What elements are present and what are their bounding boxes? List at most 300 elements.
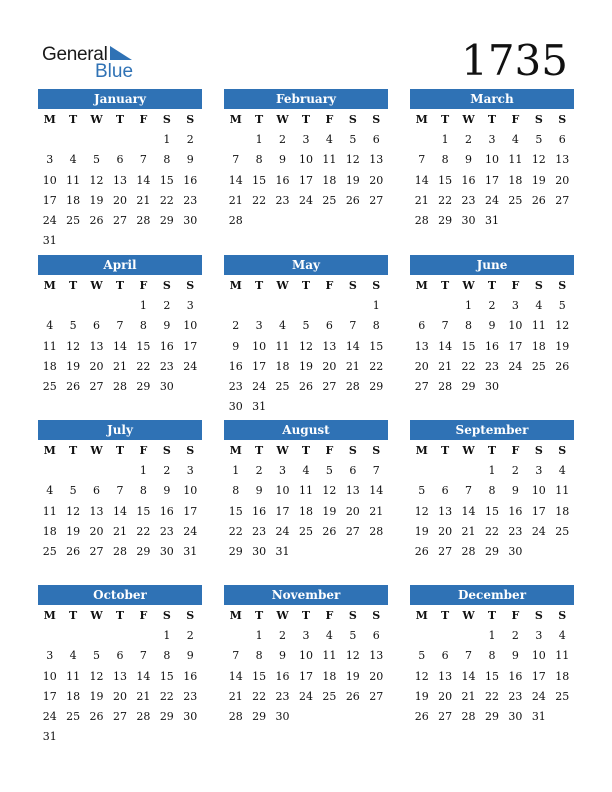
weekday-label: S: [534, 444, 543, 457]
day-cell: 28: [112, 544, 127, 558]
month-header: March: [410, 89, 574, 109]
day-cell: 19: [89, 193, 104, 207]
day-cell: 6: [349, 464, 357, 478]
empty-cell: [224, 296, 247, 316]
day-cell: 9: [488, 319, 496, 333]
weekday-label: S: [558, 444, 567, 457]
empty-cell: [108, 296, 131, 316]
day-cell: 13: [438, 669, 453, 683]
month-grid: [224, 110, 388, 231]
empty-cell: [38, 461, 61, 481]
weekday-label: T: [115, 279, 125, 292]
weekday-label: T: [255, 444, 264, 457]
weekday-label: T: [441, 609, 450, 622]
empty-cell: [433, 461, 456, 481]
day-cell: 4: [325, 629, 333, 643]
day-cell: 12: [555, 319, 570, 333]
day-cell: 2: [163, 299, 171, 313]
day-cell: 4: [325, 133, 333, 147]
weekday-label: M: [415, 444, 428, 457]
day-cell: 22: [484, 524, 499, 538]
day-cell: 6: [558, 133, 566, 147]
day-cell: 4: [69, 153, 77, 167]
day-cell: 27: [89, 544, 104, 558]
day-cell: 31: [531, 709, 546, 723]
day-cell: 8: [488, 484, 496, 498]
day-cell: 28: [345, 379, 360, 393]
day-cell: 29: [228, 544, 243, 558]
day-cell: 24: [183, 359, 198, 373]
day-cell: 24: [275, 524, 290, 538]
day-cell: 23: [183, 193, 198, 207]
weekday-label: S: [534, 113, 543, 126]
day-cell: 31: [183, 544, 198, 558]
day-cell: 27: [89, 379, 104, 393]
day-cell: 25: [508, 193, 523, 207]
day-cell: 8: [139, 484, 147, 498]
day-cell: 31: [42, 730, 57, 744]
day-cell: 24: [298, 193, 313, 207]
day-cell: 27: [112, 213, 127, 227]
day-cell: 5: [535, 133, 543, 147]
weekday-label: F: [139, 444, 148, 457]
day-cell: 1: [255, 629, 263, 643]
day-cell: 25: [42, 544, 57, 558]
month-grid: [38, 110, 202, 251]
day-cell: 29: [484, 544, 499, 558]
day-cell: 4: [69, 649, 77, 663]
day-cell: 9: [255, 484, 263, 498]
day-cell: 16: [159, 339, 174, 353]
day-cell: 20: [369, 669, 384, 683]
day-cell: 8: [465, 319, 473, 333]
day-cell: 21: [438, 359, 453, 373]
day-cell: 10: [42, 173, 57, 187]
day-cell: 26: [345, 689, 360, 703]
day-cell: 5: [93, 649, 101, 663]
weekday-label: T: [255, 609, 264, 622]
day-cell: 20: [438, 524, 453, 538]
day-cell: 20: [322, 359, 337, 373]
weekday-label: T: [441, 444, 450, 457]
day-cell: 20: [112, 689, 127, 703]
day-cell: 28: [136, 709, 151, 723]
empty-cell: [318, 296, 341, 316]
day-cell: 20: [369, 173, 384, 187]
day-cell: 26: [555, 359, 570, 373]
day-cell: 2: [465, 133, 473, 147]
day-cell: 30: [159, 544, 174, 558]
day-cell: 20: [414, 359, 429, 373]
day-cell: 16: [275, 173, 290, 187]
weekday-label: S: [534, 609, 543, 622]
month-february: [224, 89, 388, 231]
empty-cell: [108, 130, 131, 150]
day-cell: 29: [136, 379, 151, 393]
day-cell: 11: [322, 649, 337, 663]
day-cell: 15: [484, 669, 499, 683]
day-cell: 7: [418, 153, 426, 167]
day-cell: 24: [531, 524, 546, 538]
day-cell: 11: [42, 339, 57, 353]
day-cell: 16: [159, 504, 174, 518]
day-cell: 1: [232, 464, 240, 478]
day-cell: 30: [228, 400, 243, 414]
day-cell: 15: [136, 339, 151, 353]
day-cell: 15: [438, 173, 453, 187]
month-header: July: [38, 420, 202, 440]
day-cell: 31: [252, 400, 267, 414]
day-cell: 4: [558, 464, 566, 478]
day-cell: 18: [555, 504, 570, 518]
day-cell: 15: [159, 173, 174, 187]
month-august: [224, 420, 388, 562]
month-march: [410, 89, 574, 231]
day-cell: 17: [531, 504, 546, 518]
day-cell: 13: [438, 504, 453, 518]
weekday-label: T: [487, 113, 497, 126]
day-cell: 28: [228, 709, 243, 723]
day-cell: 22: [484, 689, 499, 703]
day-cell: 29: [159, 213, 174, 227]
day-cell: 10: [183, 484, 198, 498]
month-november: [224, 585, 388, 727]
empty-cell: [132, 626, 155, 646]
day-cell: 1: [441, 133, 449, 147]
weekday-label: T: [487, 444, 497, 457]
day-cell: 3: [535, 629, 543, 643]
day-cell: 26: [298, 379, 313, 393]
day-cell: 21: [228, 193, 243, 207]
day-cell: 31: [275, 544, 290, 558]
month-may: [224, 255, 388, 417]
weekday-label: T: [255, 279, 264, 292]
day-cell: 7: [139, 649, 147, 663]
day-cell: 9: [511, 484, 519, 498]
empty-cell: [224, 130, 247, 150]
day-cell: 13: [345, 484, 360, 498]
day-cell: 17: [252, 359, 267, 373]
weekday-label: T: [301, 609, 311, 622]
weekday-label: F: [325, 444, 334, 457]
weekday-label: W: [276, 113, 289, 126]
weekday-label: W: [462, 113, 475, 126]
day-cell: 20: [438, 689, 453, 703]
month-grid: [38, 441, 202, 562]
weekday-label: M: [229, 444, 242, 457]
weekday-label: F: [511, 113, 520, 126]
day-cell: 26: [531, 193, 546, 207]
weekday-label: T: [301, 444, 311, 457]
day-cell: 16: [461, 173, 476, 187]
day-cell: 18: [42, 359, 57, 373]
day-cell: 14: [112, 504, 127, 518]
brand-logo: [42, 44, 142, 84]
empty-cell: [108, 461, 131, 481]
day-cell: 30: [159, 379, 174, 393]
weekday-label: S: [162, 279, 171, 292]
day-cell: 8: [255, 153, 263, 167]
day-cell: 16: [252, 504, 267, 518]
day-cell: 1: [163, 629, 171, 643]
day-cell: 8: [139, 319, 147, 333]
day-cell: 22: [369, 359, 384, 373]
empty-cell: [271, 296, 294, 316]
day-cell: 18: [66, 193, 81, 207]
weekday-label: S: [372, 279, 381, 292]
day-cell: 14: [345, 339, 360, 353]
day-cell: 6: [372, 629, 380, 643]
day-cell: 27: [322, 379, 337, 393]
weekday-label: M: [229, 609, 242, 622]
month-grid: [410, 110, 574, 231]
weekday-label: W: [462, 279, 475, 292]
day-cell: 14: [136, 669, 151, 683]
day-cell: 8: [163, 649, 171, 663]
empty-cell: [433, 296, 456, 316]
day-cell: 14: [461, 504, 476, 518]
day-cell: 7: [139, 153, 147, 167]
empty-cell: [38, 296, 61, 316]
day-cell: 18: [275, 359, 290, 373]
day-cell: 22: [136, 359, 151, 373]
day-cell: 22: [228, 524, 243, 538]
day-cell: 24: [183, 524, 198, 538]
day-cell: 11: [66, 173, 81, 187]
day-cell: 18: [322, 173, 337, 187]
day-cell: 12: [345, 649, 360, 663]
day-cell: 1: [372, 299, 380, 313]
day-cell: 13: [89, 504, 104, 518]
weekday-label: S: [348, 279, 357, 292]
day-cell: 8: [163, 153, 171, 167]
day-cell: 18: [531, 339, 546, 353]
weekday-label: W: [276, 279, 289, 292]
day-cell: 24: [298, 689, 313, 703]
month-header: December: [410, 585, 574, 605]
day-cell: 26: [414, 709, 429, 723]
day-cell: 9: [279, 153, 287, 167]
day-cell: 15: [228, 504, 243, 518]
day-cell: 27: [438, 709, 453, 723]
day-cell: 13: [369, 649, 384, 663]
month-october: [38, 585, 202, 747]
day-cell: 17: [42, 689, 57, 703]
empty-cell: [224, 626, 247, 646]
weekday-label: M: [415, 609, 428, 622]
day-cell: 30: [275, 709, 290, 723]
day-cell: 1: [139, 464, 147, 478]
empty-cell: [108, 626, 131, 646]
day-cell: 28: [136, 213, 151, 227]
day-cell: 21: [228, 689, 243, 703]
day-cell: 11: [275, 339, 290, 353]
day-cell: 16: [183, 669, 198, 683]
day-cell: 13: [555, 153, 570, 167]
empty-cell: [410, 461, 433, 481]
day-cell: 14: [461, 669, 476, 683]
month-grid: [224, 276, 388, 417]
day-cell: 16: [508, 669, 523, 683]
day-cell: 18: [42, 524, 57, 538]
day-cell: 11: [531, 319, 546, 333]
day-cell: 27: [438, 544, 453, 558]
day-cell: 23: [228, 379, 243, 393]
weekday-label: W: [90, 609, 103, 622]
day-cell: 14: [369, 484, 384, 498]
weekday-label: S: [372, 113, 381, 126]
empty-cell: [85, 461, 108, 481]
month-april: [38, 255, 202, 397]
day-cell: 3: [302, 133, 310, 147]
day-cell: 25: [42, 379, 57, 393]
weekday-label: F: [511, 609, 520, 622]
day-cell: 12: [89, 173, 104, 187]
day-cell: 1: [255, 133, 263, 147]
day-cell: 2: [255, 464, 263, 478]
weekday-label: S: [348, 609, 357, 622]
day-cell: 27: [555, 193, 570, 207]
weekday-label: S: [348, 444, 357, 457]
day-cell: 23: [159, 524, 174, 538]
day-cell: 5: [418, 484, 426, 498]
brand-name-blue: Blue: [95, 61, 134, 82]
day-cell: 14: [228, 173, 243, 187]
empty-cell: [61, 626, 84, 646]
day-cell: 25: [531, 359, 546, 373]
day-cell: 7: [465, 649, 473, 663]
day-cell: 1: [465, 299, 473, 313]
day-cell: 25: [555, 689, 570, 703]
day-cell: 8: [232, 484, 240, 498]
month-grid: [410, 606, 574, 727]
day-cell: 26: [414, 544, 429, 558]
day-cell: 9: [186, 649, 194, 663]
day-cell: 15: [159, 669, 174, 683]
month-header: October: [38, 585, 202, 605]
day-cell: 23: [252, 524, 267, 538]
day-cell: 10: [531, 649, 546, 663]
day-cell: 15: [136, 504, 151, 518]
day-cell: 17: [183, 504, 198, 518]
day-cell: 10: [484, 153, 499, 167]
day-cell: 7: [232, 649, 240, 663]
day-cell: 23: [275, 193, 290, 207]
month-header: September: [410, 420, 574, 440]
month-header: November: [224, 585, 388, 605]
weekday-label: F: [139, 279, 148, 292]
day-cell: 19: [89, 689, 104, 703]
day-cell: 5: [418, 649, 426, 663]
day-cell: 23: [484, 359, 499, 373]
day-cell: 6: [116, 649, 124, 663]
day-cell: 19: [531, 173, 546, 187]
day-cell: 26: [89, 709, 104, 723]
weekday-label: S: [162, 609, 171, 622]
weekday-label: T: [441, 113, 450, 126]
weekday-label: W: [276, 444, 289, 457]
day-cell: 25: [322, 193, 337, 207]
weekday-label: M: [43, 113, 56, 126]
empty-cell: [38, 130, 61, 150]
day-cell: 20: [112, 193, 127, 207]
day-cell: 5: [302, 319, 310, 333]
day-cell: 15: [461, 339, 476, 353]
day-cell: 23: [508, 524, 523, 538]
day-cell: 22: [159, 689, 174, 703]
day-cell: 24: [508, 359, 523, 373]
day-cell: 17: [183, 339, 198, 353]
day-cell: 13: [369, 153, 384, 167]
day-cell: 11: [508, 153, 523, 167]
day-cell: 25: [298, 524, 313, 538]
day-cell: 7: [116, 484, 124, 498]
empty-cell: [457, 626, 480, 646]
day-cell: 21: [461, 524, 476, 538]
day-cell: 3: [46, 153, 54, 167]
day-cell: 10: [298, 153, 313, 167]
weekday-label: W: [276, 609, 289, 622]
day-cell: 18: [322, 669, 337, 683]
day-cell: 1: [163, 133, 171, 147]
day-cell: 4: [46, 319, 54, 333]
weekday-label: S: [162, 444, 171, 457]
month-june: [410, 255, 574, 397]
day-cell: 19: [414, 524, 429, 538]
day-cell: 12: [414, 669, 429, 683]
weekday-label: F: [325, 113, 334, 126]
day-cell: 9: [163, 319, 171, 333]
day-cell: 3: [302, 629, 310, 643]
day-cell: 6: [441, 649, 449, 663]
month-header: August: [224, 420, 388, 440]
day-cell: 12: [298, 339, 313, 353]
day-cell: 19: [555, 339, 570, 353]
day-cell: 2: [232, 319, 240, 333]
day-cell: 10: [252, 339, 267, 353]
day-cell: 11: [322, 153, 337, 167]
month-september: [410, 420, 574, 562]
month-header: January: [38, 89, 202, 109]
weekday-label: M: [415, 279, 428, 292]
day-cell: 16: [508, 504, 523, 518]
day-cell: 5: [69, 319, 77, 333]
day-cell: 2: [186, 629, 194, 643]
day-cell: 9: [232, 339, 240, 353]
day-cell: 24: [484, 193, 499, 207]
day-cell: 17: [298, 669, 313, 683]
day-cell: 18: [66, 689, 81, 703]
day-cell: 5: [93, 153, 101, 167]
weekday-label: S: [162, 113, 171, 126]
day-cell: 8: [372, 319, 380, 333]
weekday-label: S: [534, 279, 543, 292]
weekday-label: T: [487, 279, 497, 292]
day-cell: 5: [558, 299, 566, 313]
day-cell: 1: [139, 299, 147, 313]
day-cell: 19: [322, 504, 337, 518]
day-cell: 3: [186, 464, 194, 478]
day-cell: 16: [484, 339, 499, 353]
weekday-label: T: [115, 444, 125, 457]
day-cell: 20: [89, 524, 104, 538]
weekday-label: S: [558, 609, 567, 622]
day-cell: 26: [345, 193, 360, 207]
day-cell: 28: [461, 709, 476, 723]
day-cell: 21: [136, 193, 151, 207]
day-cell: 9: [163, 484, 171, 498]
day-cell: 7: [372, 464, 380, 478]
